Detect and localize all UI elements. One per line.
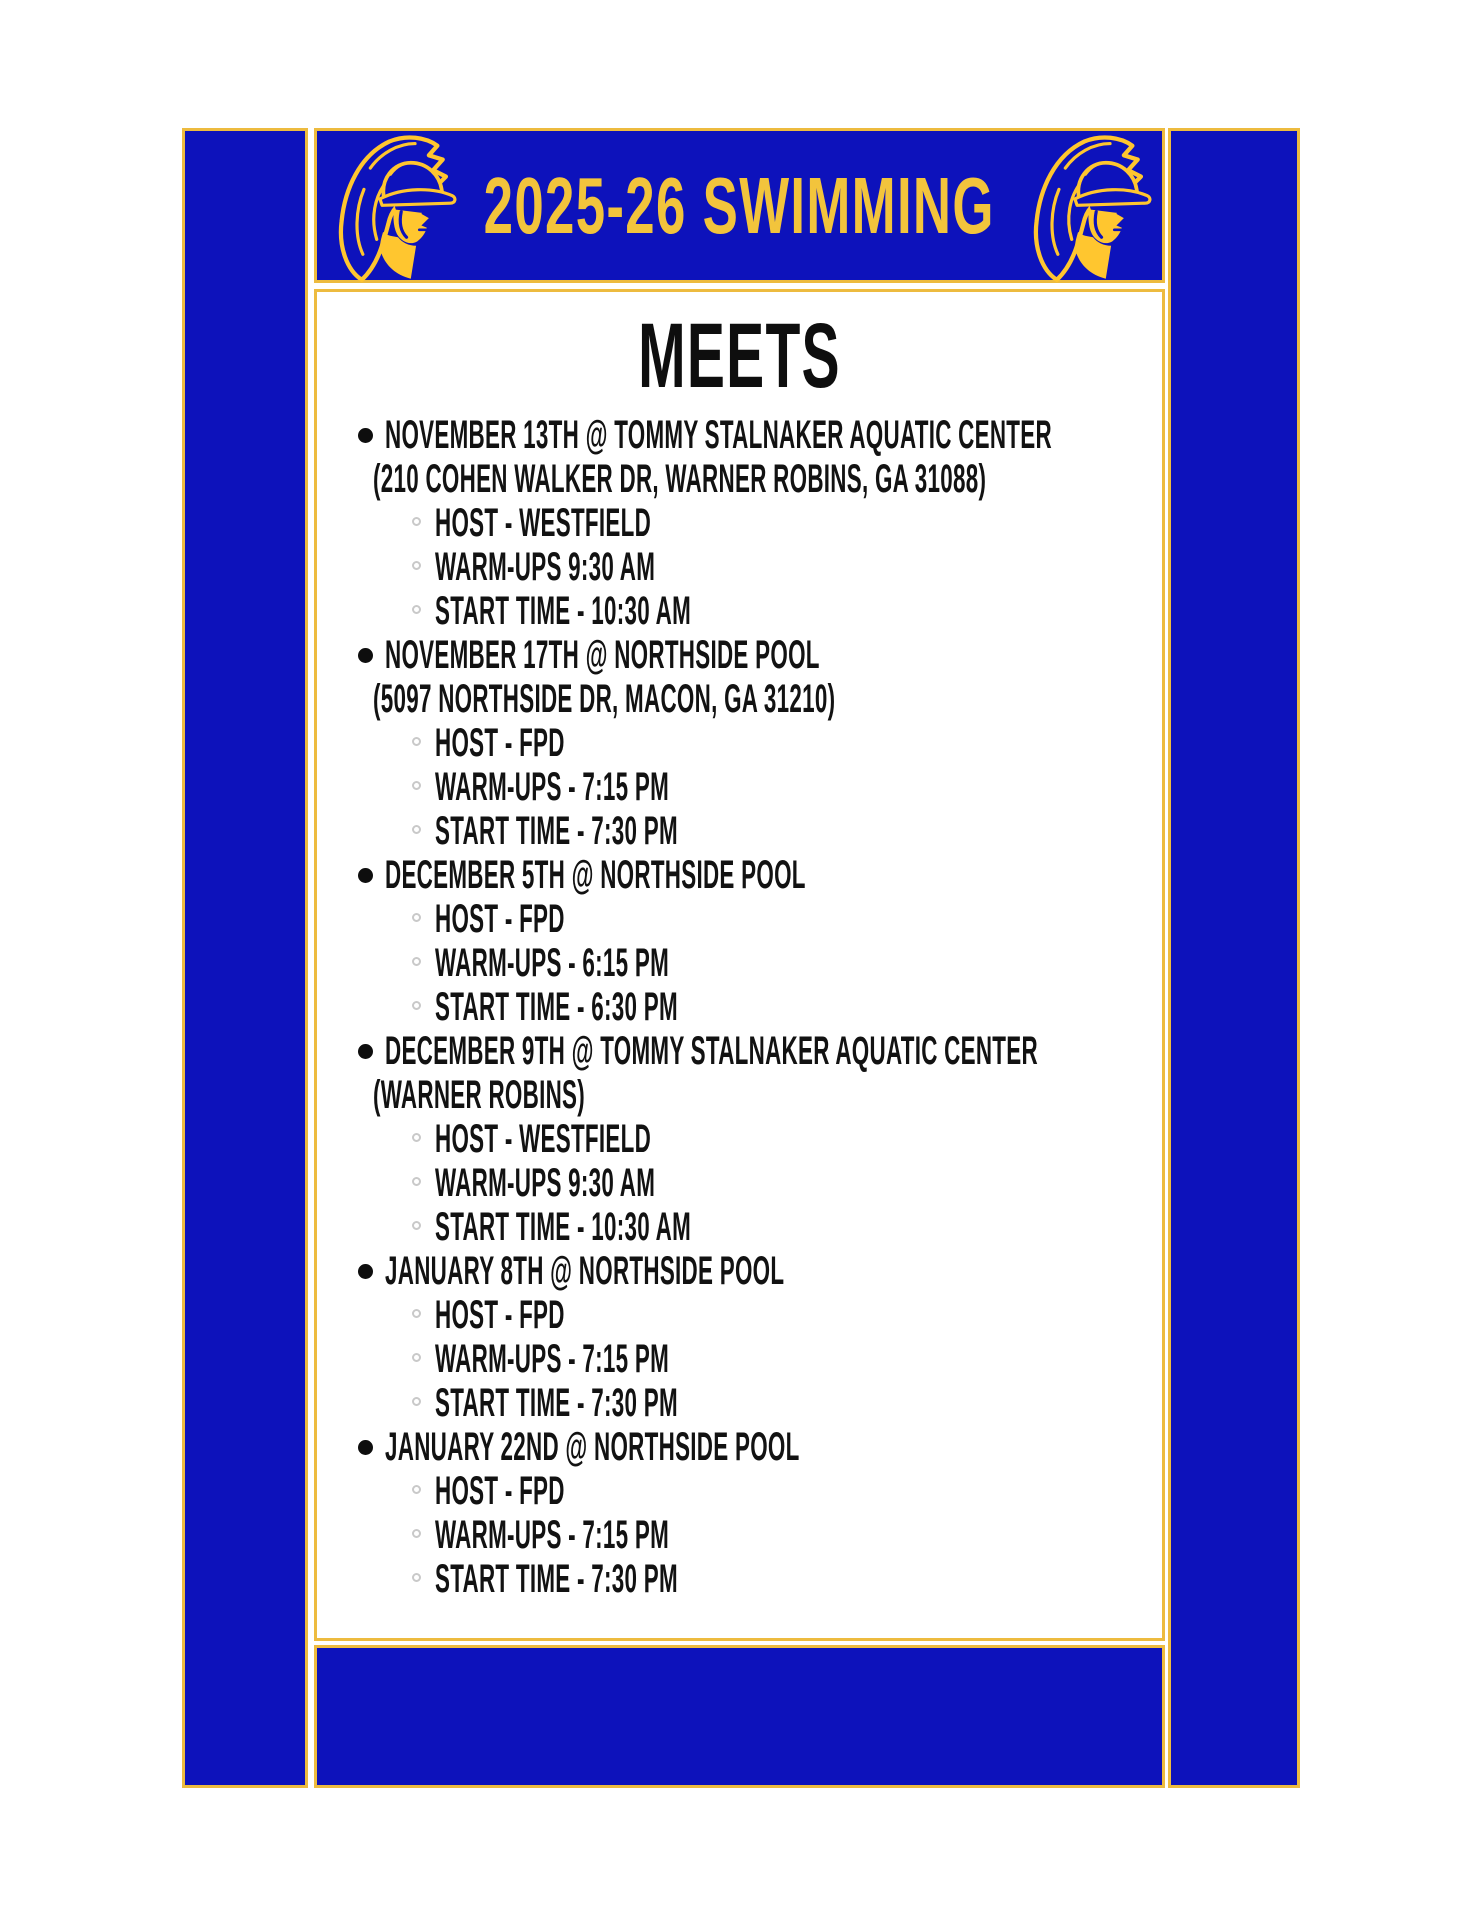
page-title: 2025-26 SWIMMING xyxy=(483,160,996,250)
meet-detail-row xyxy=(317,1337,1162,1381)
ring-bullet-icon xyxy=(412,561,421,570)
bullet-dot-icon xyxy=(358,868,373,883)
meet-detail-row xyxy=(317,721,1162,765)
meet-detail: WARM-UPS - 6:15 PM xyxy=(435,941,670,985)
section-title: MEETS xyxy=(638,305,841,407)
ring-bullet-icon xyxy=(412,1573,421,1582)
meet-detail-row xyxy=(317,1557,1162,1601)
right-border-bar xyxy=(1168,128,1300,1788)
meet-title: JANUARY 22ND @ NORTHSIDE POOL xyxy=(385,1425,800,1469)
ring-bullet-icon xyxy=(412,737,421,746)
meet-venue-row xyxy=(317,457,1162,501)
ring-bullet-icon xyxy=(412,1529,421,1538)
meet-detail-row xyxy=(317,1161,1162,1205)
meet-detail: HOST - WESTFIELD xyxy=(435,1117,652,1161)
meet-detail-row xyxy=(317,1469,1162,1513)
ring-bullet-icon xyxy=(412,825,421,834)
bullet-dot-icon xyxy=(358,1264,373,1279)
meet-title-row xyxy=(317,1029,1162,1073)
meet-detail-row xyxy=(317,589,1162,633)
meet-detail-row xyxy=(317,545,1162,589)
trojan-mascot-icon xyxy=(333,134,463,283)
footer-band xyxy=(314,1645,1165,1788)
meet-title: JANUARY 8TH @ NORTHSIDE POOL xyxy=(385,1249,785,1293)
ring-bullet-icon xyxy=(412,1133,421,1142)
ring-bullet-icon xyxy=(412,605,421,614)
meet-venue-row xyxy=(317,1073,1162,1117)
meet-detail: WARM-UPS - 7:15 PM xyxy=(435,1337,670,1381)
ring-bullet-icon xyxy=(412,957,421,966)
bullet-dot-icon xyxy=(358,648,373,663)
meet-title-row xyxy=(317,853,1162,897)
ring-bullet-icon xyxy=(412,1221,421,1230)
meet-title: DECEMBER 5TH @ NORTHSIDE POOL xyxy=(385,853,806,897)
meet-detail: START TIME - 7:30 PM xyxy=(435,1381,678,1425)
meet-detail: HOST - FPD xyxy=(435,1469,565,1513)
meet-detail-row xyxy=(317,1513,1162,1557)
meet-list xyxy=(317,413,1162,1601)
meet-detail-row xyxy=(317,985,1162,1029)
meet-detail: HOST - FPD xyxy=(435,721,565,765)
meet-title-row xyxy=(317,633,1162,677)
meet-detail: HOST - WESTFIELD xyxy=(435,501,652,545)
meet-detail: HOST - FPD xyxy=(435,897,565,941)
ring-bullet-icon xyxy=(412,913,421,922)
ring-bullet-icon xyxy=(412,1485,421,1494)
ring-bullet-icon xyxy=(412,1397,421,1406)
meet-detail-row xyxy=(317,897,1162,941)
meet-title-row xyxy=(317,413,1162,457)
meet-detail: WARM-UPS 9:30 AM xyxy=(435,545,656,589)
meet-detail: WARM-UPS - 7:15 PM xyxy=(435,1513,670,1557)
meet-detail: START TIME - 10:30 AM xyxy=(435,589,692,633)
meet-detail-row xyxy=(317,809,1162,853)
meet-venue-row xyxy=(317,677,1162,721)
meet-detail-row xyxy=(317,1381,1162,1425)
meet-title: NOVEMBER 13TH @ TOMMY STALNAKER AQUATIC CENTER xyxy=(385,413,1052,457)
meet-title-row xyxy=(317,1249,1162,1293)
meet-detail: WARM-UPS 9:30 AM xyxy=(435,1161,656,1205)
ring-bullet-icon xyxy=(412,781,421,790)
meet-venue: (5097 NORTHSIDE DR, MACON, GA 31210) xyxy=(373,677,836,721)
meet-title: DECEMBER 9TH @ TOMMY STALNAKER AQUATIC CENTER xyxy=(385,1029,1038,1073)
meet-detail-row xyxy=(317,501,1162,545)
ring-bullet-icon xyxy=(412,1309,421,1318)
ring-bullet-icon xyxy=(412,1001,421,1010)
ring-bullet-icon xyxy=(412,1177,421,1186)
header-band xyxy=(314,128,1165,283)
meet-detail-row xyxy=(317,765,1162,809)
ring-bullet-icon xyxy=(412,517,421,526)
bullet-dot-icon xyxy=(358,1440,373,1455)
meet-detail: START TIME - 10:30 AM xyxy=(435,1205,692,1249)
left-border-bar xyxy=(182,128,308,1788)
meet-title: NOVEMBER 17TH @ NORTHSIDE POOL xyxy=(385,633,820,677)
section-title-row xyxy=(317,305,1162,407)
trojan-mascot-icon xyxy=(1028,134,1158,283)
meet-detail: HOST - FPD xyxy=(435,1293,565,1337)
meet-detail: START TIME - 7:30 PM xyxy=(435,809,678,853)
bullet-dot-icon xyxy=(358,1044,373,1059)
meet-title-row xyxy=(317,1425,1162,1469)
ring-bullet-icon xyxy=(412,1353,421,1362)
meet-venue: (210 COHEN WALKER DR, WARNER ROBINS, GA 31088) xyxy=(373,457,987,501)
meet-detail-row xyxy=(317,1117,1162,1161)
meet-detail-row xyxy=(317,941,1162,985)
meet-detail: START TIME - 7:30 PM xyxy=(435,1557,678,1601)
meet-detail-row xyxy=(317,1205,1162,1249)
meet-venue: (WARNER ROBINS) xyxy=(373,1073,586,1117)
meet-detail-row xyxy=(317,1293,1162,1337)
meet-detail: START TIME - 6:30 PM xyxy=(435,985,678,1029)
meet-detail: WARM-UPS - 7:15 PM xyxy=(435,765,670,809)
content-panel xyxy=(314,289,1165,1641)
bullet-dot-icon xyxy=(358,428,373,443)
